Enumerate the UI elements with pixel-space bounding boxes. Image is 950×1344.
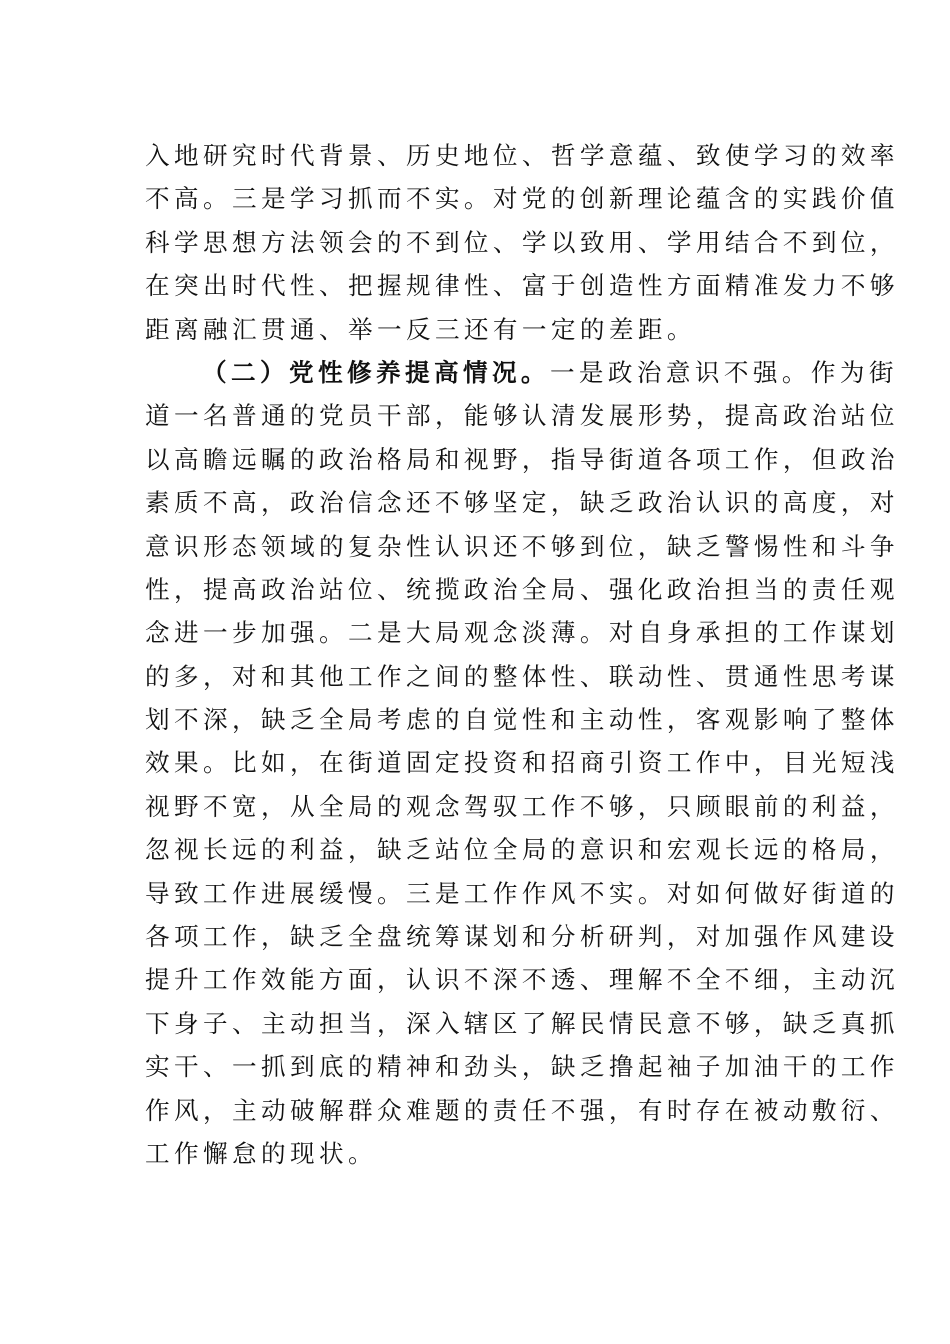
text-line: 忽视长远的利益，缺乏站位全局的意识和宏观长远的格局， xyxy=(145,835,899,865)
text-line: 视野不宽，从全局的观念驾驭工作不够，只顾眼前的利益， xyxy=(145,791,899,821)
text-line: 入地研究时代背景、历史地位、哲学意蕴、致使学习的效率 xyxy=(145,141,899,170)
text-line: 性，提高政治站位、统揽政治全局、强化政治担当的责任观 xyxy=(145,574,899,604)
text-line: 提升工作效能方面，认识不深不透、理解不全不细，主动沉 xyxy=(145,965,899,995)
text-line: 导致工作进展缓慢。三是工作作风不实。对如何做好街道的 xyxy=(145,878,899,908)
text-line: 道一名普通的党员干部，能够认清发展形势，提高政治站位 xyxy=(145,401,899,431)
text-line: 意识形态领域的复杂性认识还不够到位，缺乏警惕性和斗争 xyxy=(145,531,899,561)
text-line: 科学思想方法领会的不到位、学以致用、学用结合不到位， xyxy=(145,227,899,257)
text-line: 距离融汇贯通、举一反三还有一定的差距。 xyxy=(145,314,696,344)
text-line: 不高。三是学习抓而不实。对党的创新理论蕴含的实践价值 xyxy=(145,184,899,214)
text-line: 实干、一抓到底的精神和劲头，缺乏撸起袖子加油干的工作 xyxy=(145,1052,899,1082)
text-line: 下身子、主动担当，深入辖区了解民情民意不够，缺乏真抓 xyxy=(145,1008,899,1038)
text-line: 的多，对和其他工作之间的整体性、联动性、贯通性思考谋 xyxy=(145,661,899,691)
text-line: 效果。比如，在街道固定投资和招商引资工作中，目光短浅 xyxy=(145,748,899,778)
text-line: 念进一步加强。二是大局观念淡薄。对自身承担的工作谋划 xyxy=(145,618,899,648)
text-line: 以高瞻远瞩的政治格局和视野，指导街道各项工作，但政治 xyxy=(145,444,899,474)
text-line: 工作懈怠的现状。 xyxy=(145,1138,377,1168)
text-line: 作风，主动破解群众难题的责任不强，有时存在被动敷衍、 xyxy=(145,1095,899,1125)
text-line: 素质不高，政治信念还不够坚定，缺乏政治认识的高度，对 xyxy=(145,488,899,518)
body-text xyxy=(145,134,899,1175)
section-first-line-text: 一是政治意识不强。作为街 xyxy=(549,357,898,387)
section-heading-line xyxy=(145,351,898,394)
text-line: 各项工作，缺乏全盘统筹谋划和分析研判，对加强作风建设 xyxy=(145,922,899,952)
section-heading: （二）党性修养提高情况。 xyxy=(202,357,550,387)
text-line: 在突出时代性、把握规律性、富于创造性方面精准发力不够 xyxy=(145,271,899,301)
text-line: 划不深，缺乏全局考虑的自觉性和主动性，客观影响了整体 xyxy=(145,705,899,735)
